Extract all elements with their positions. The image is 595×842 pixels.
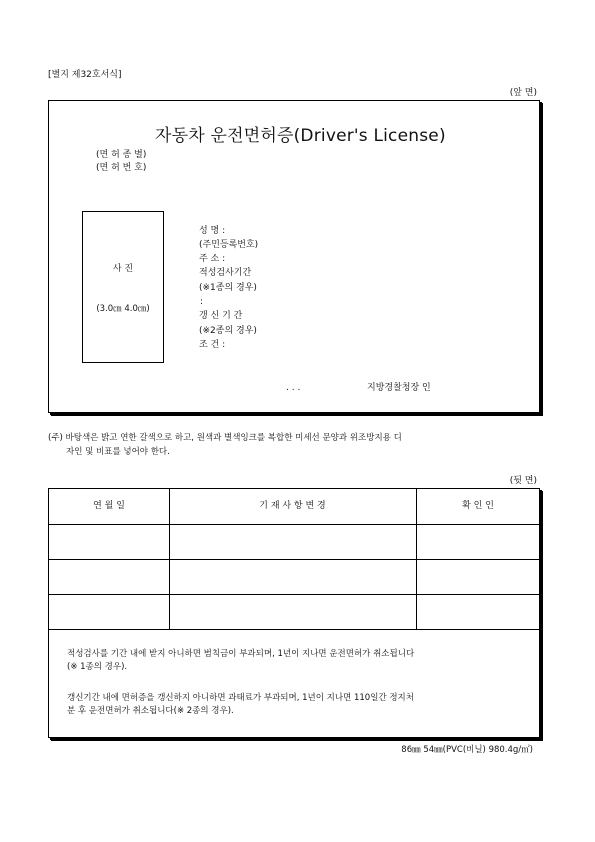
colon-mark: : xyxy=(200,297,204,307)
design-note-line1: (주) 바탕색은 밝고 연한 갈색으로 하고, 원색과 별색잉크를 복합한 미세선 문양과 위조방지용 디 xyxy=(48,433,402,443)
conditions-field: 조 건 : xyxy=(199,340,226,350)
notice-aptitude-line1: 적성검사를 기간 내에 받지 아니하면 범칙금이 부과되며, 1년이 지나면 운전면허가 취소됩니다 xyxy=(67,649,415,659)
license-type-label: (면 허 종 별) xyxy=(96,150,147,160)
back-side-label: (뒷 면) xyxy=(509,476,537,486)
design-note-line2: 자인 및 비표를 넣어야 한다. xyxy=(66,447,170,457)
table-row-divider xyxy=(49,594,539,595)
license-back-card xyxy=(48,488,540,738)
name-field: 성 명 : xyxy=(199,226,226,236)
header-confirm: 확 인 인 xyxy=(462,501,494,511)
photo-label: 사 진 xyxy=(112,264,134,274)
notice-renewal-line2: 분 후 운전면허가 취소됩니다(※ 2종의 경우). xyxy=(67,706,234,716)
type2-note: (※2종의 경우) xyxy=(199,326,257,336)
notice-renewal-line1: 갱신기간 내에 면허증을 갱신하지 아니하면 과태료가 부과되며, 1년이 지나면 110일간 정지처 xyxy=(67,693,414,703)
table-header-divider xyxy=(49,524,539,525)
photo-box xyxy=(82,211,164,363)
resident-number-field: (주민등록번호) xyxy=(199,240,259,250)
header-date: 연 월 일 xyxy=(93,501,125,511)
renewal-period-field: 갱 신 기 간 xyxy=(199,311,243,321)
address-field: 주 소 : xyxy=(199,254,226,264)
issue-date-dots: . . . xyxy=(286,383,301,393)
license-title: 자동차 운전면허증(Driver's License) xyxy=(155,126,446,146)
notice-aptitude-line2: (※ 1종의 경우). xyxy=(67,662,128,672)
front-side-label: (앞 면) xyxy=(509,88,537,98)
photo-size: (3.0㎝ 4.0㎝) xyxy=(96,304,150,314)
form-code: [별지 제32호서식] xyxy=(48,70,122,80)
type1-note: (※1종의 경우) xyxy=(199,283,257,293)
issuer-stamp: 지방경찰청장 인 xyxy=(367,383,431,393)
license-number-label: (면 허 번 호) xyxy=(96,163,147,173)
table-row-divider xyxy=(49,629,539,630)
card-spec: 86㎜ 54㎜(PVC(비닐) 980.4g/㎡) xyxy=(401,745,533,755)
table-row-divider xyxy=(49,559,539,560)
header-change: 기 재 사 항 변 경 xyxy=(259,501,326,511)
aptitude-period-field: 적성검사기간 xyxy=(199,268,252,278)
